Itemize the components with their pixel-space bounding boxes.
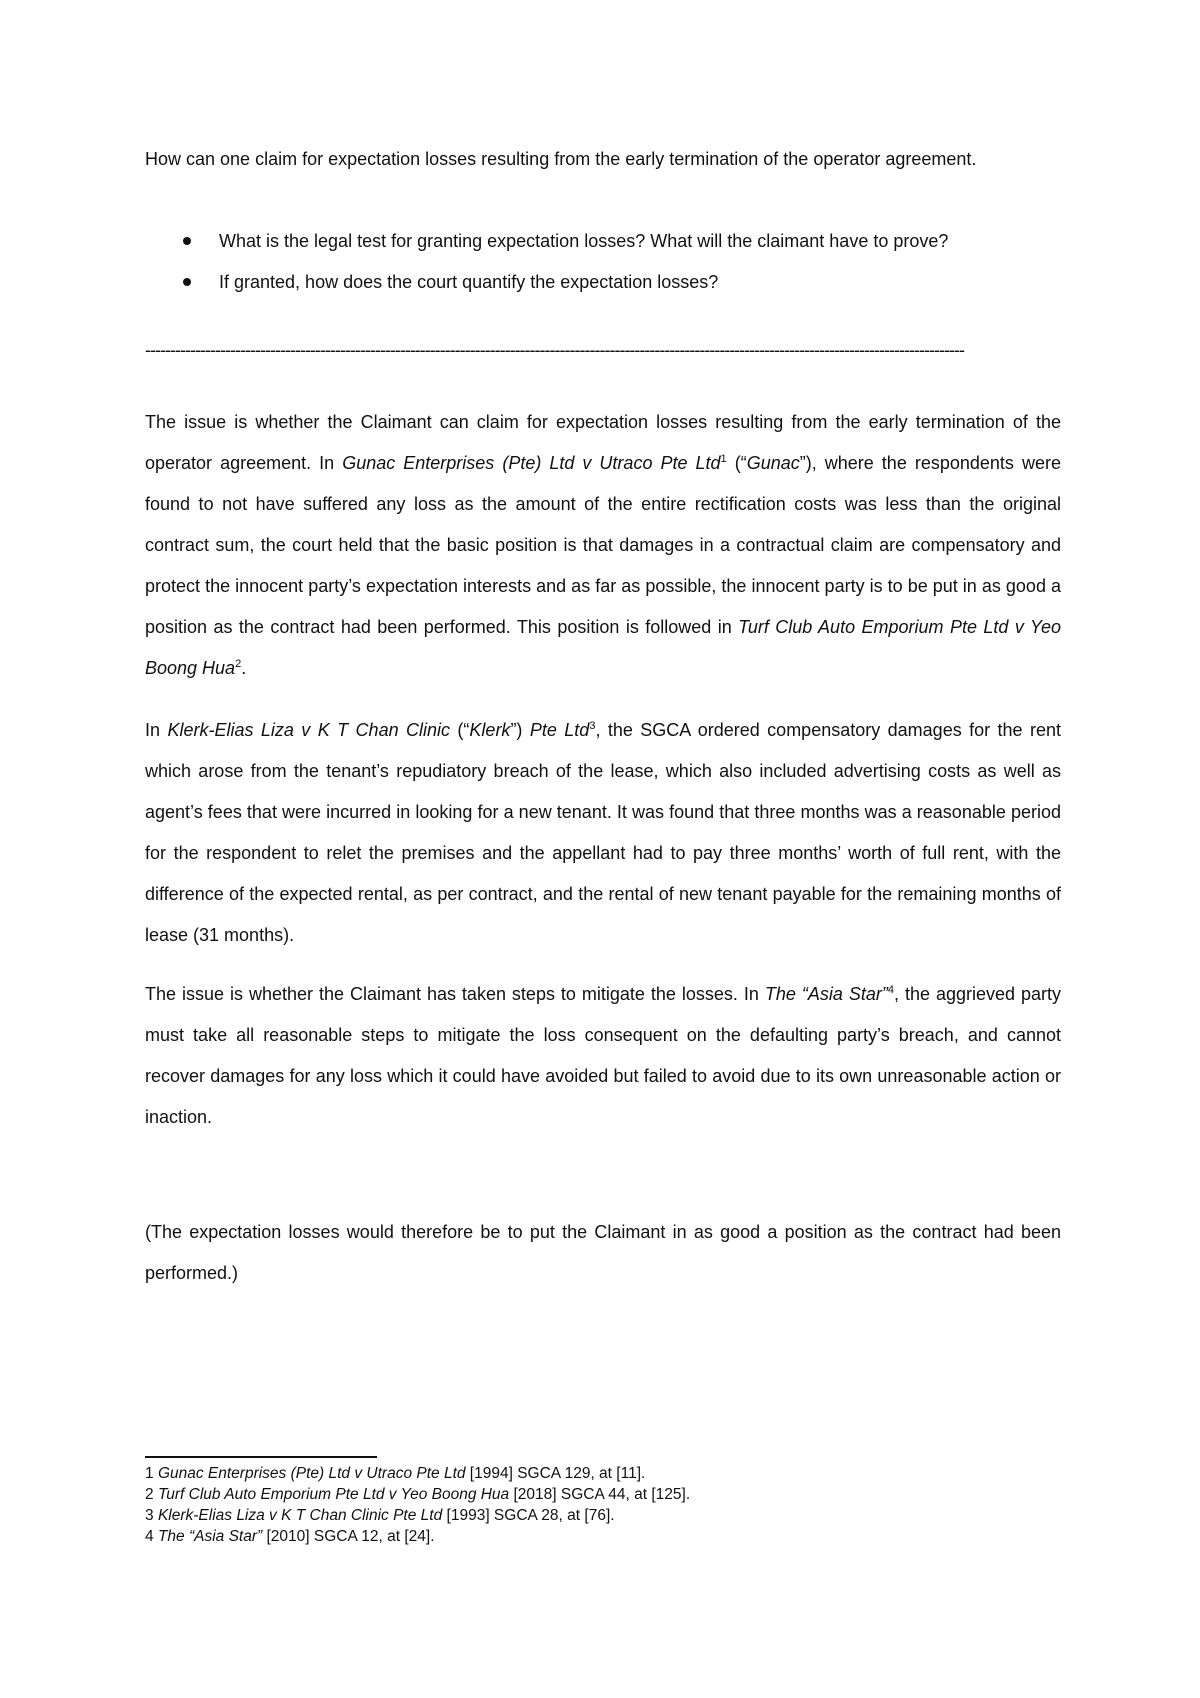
text: The issue is whether the Claimant has taken steps to mitigate the losses. In [145,984,765,1004]
text: (“ [450,720,470,740]
bullet-text: What is the legal test for granting expectation losses? What will the claimant have to prove? [219,231,949,251]
bullet-icon [183,278,191,286]
text: The issue is whether the Claimant can claim for expectation losses resulting from the early termination of the operator agreement. In [145,412,1061,473]
footnote-case: The “Asia Star” [157,1528,263,1545]
footnote-ref[interactable]: 3 [589,720,596,732]
text: In [145,720,168,740]
bullet-icon [183,237,191,245]
case-name: The “Asia Star” [764,984,888,1004]
footnote-number: 4 [145,1528,154,1545]
case-short-name: Klerk [469,720,511,740]
answer-paragraph-1 [145,402,1061,689]
footnote-3 [145,1506,1065,1525]
footnote-number: 2 [145,1486,154,1503]
text: ”) [510,720,530,740]
footnote-separator [145,1456,377,1458]
footnote-number: 3 [145,1507,154,1524]
answer-paragraph-2 [145,710,1061,956]
text: . [241,658,247,678]
case-name: Gunac Enterprises (Pte) Ltd v Utraco Pte Ltd [342,453,721,473]
footnote-citation: [2010] SGCA 12, at [24]. [262,1528,435,1545]
text: , the aggrieved party must take all reasonable steps to mitigate the loss consequent on the defaulting party’s breach, and cannot recover damages for any loss which it could have avoided but failed to avoid due to its own unreasonable action or inaction. [145,984,1061,1127]
question-intro: How can one claim for expectation losses resulting from the early termination of the operator agreement. [145,149,977,169]
footnote-number: 1 [145,1465,154,1482]
footnote-citation: [2018] SGCA 44, at [125]. [509,1486,691,1503]
case-short-name: Gunac [746,453,800,473]
text: ”), where the respondents were found to not have suffered any loss as the amount of the entire rectification costs was less than the original contract sum, the court held that the basic position is that damages in a contractual claim are compensatory and protect the innocent party’s expectation interests and as far as possible, the innocent party is to be put in as good a position as the contract had been performed. This position is followed in [145,453,1061,637]
footnote-case: Klerk-Elias Liza v K T Chan Clinic Pte Ltd [157,1507,443,1524]
text: (“ [726,453,747,473]
footnote-2 [145,1485,1065,1504]
footnote-ref[interactable]: 1 [720,453,727,465]
footnote-4 [145,1527,1065,1546]
footnote-ref[interactable]: 2 [235,658,242,670]
footnote-citation: [1993] SGCA 28, at [76]. [442,1507,615,1524]
case-name: Pte Ltd [529,720,590,740]
footnote-ref[interactable]: 4 [887,984,894,996]
text: , the SGCA ordered compensatory damages for the rent which arose from the tenant’s repudiatory breach of the lease, which also included advertising costs as well as agent’s fees that were incurred in looking for a new tenant. It was found that three months was a reasonable period for the respondent to relet the premises and the appellant had to pay three months’ worth of full rent, with the difference of the expected rental, as per contract, and the rental of new tenant payable for the remaining months of lease (31 months). [145,720,1061,945]
footnote-case: Turf Club Auto Emporium Pte Ltd v Yeo Boong Hua [157,1486,510,1503]
separator-line: -------------------------------------------------------------------------------------------------------------------------------------------------------------------- [145,340,965,360]
footnote-1 [145,1464,1065,1483]
answer-paragraph-3 [145,974,1061,1138]
case-name: Klerk-Elias Liza v K T Chan Clinic [167,720,451,740]
case-name: Turf Club Auto Emporium Pte Ltd v Yeo Boong Hua [145,617,1062,678]
bullet-text: If granted, how does the court quantify the expectation losses? [219,272,719,292]
conclusion-paragraph: (The expectation losses would therefore be to put the Claimant in as good a position as the contract had been performed.) [145,1222,1061,1283]
footnote-case: Gunac Enterprises (Pte) Ltd v Utraco Pte Ltd [157,1465,466,1482]
footnote-citation: [1994] SGCA 129, at [11]. [465,1465,646,1482]
